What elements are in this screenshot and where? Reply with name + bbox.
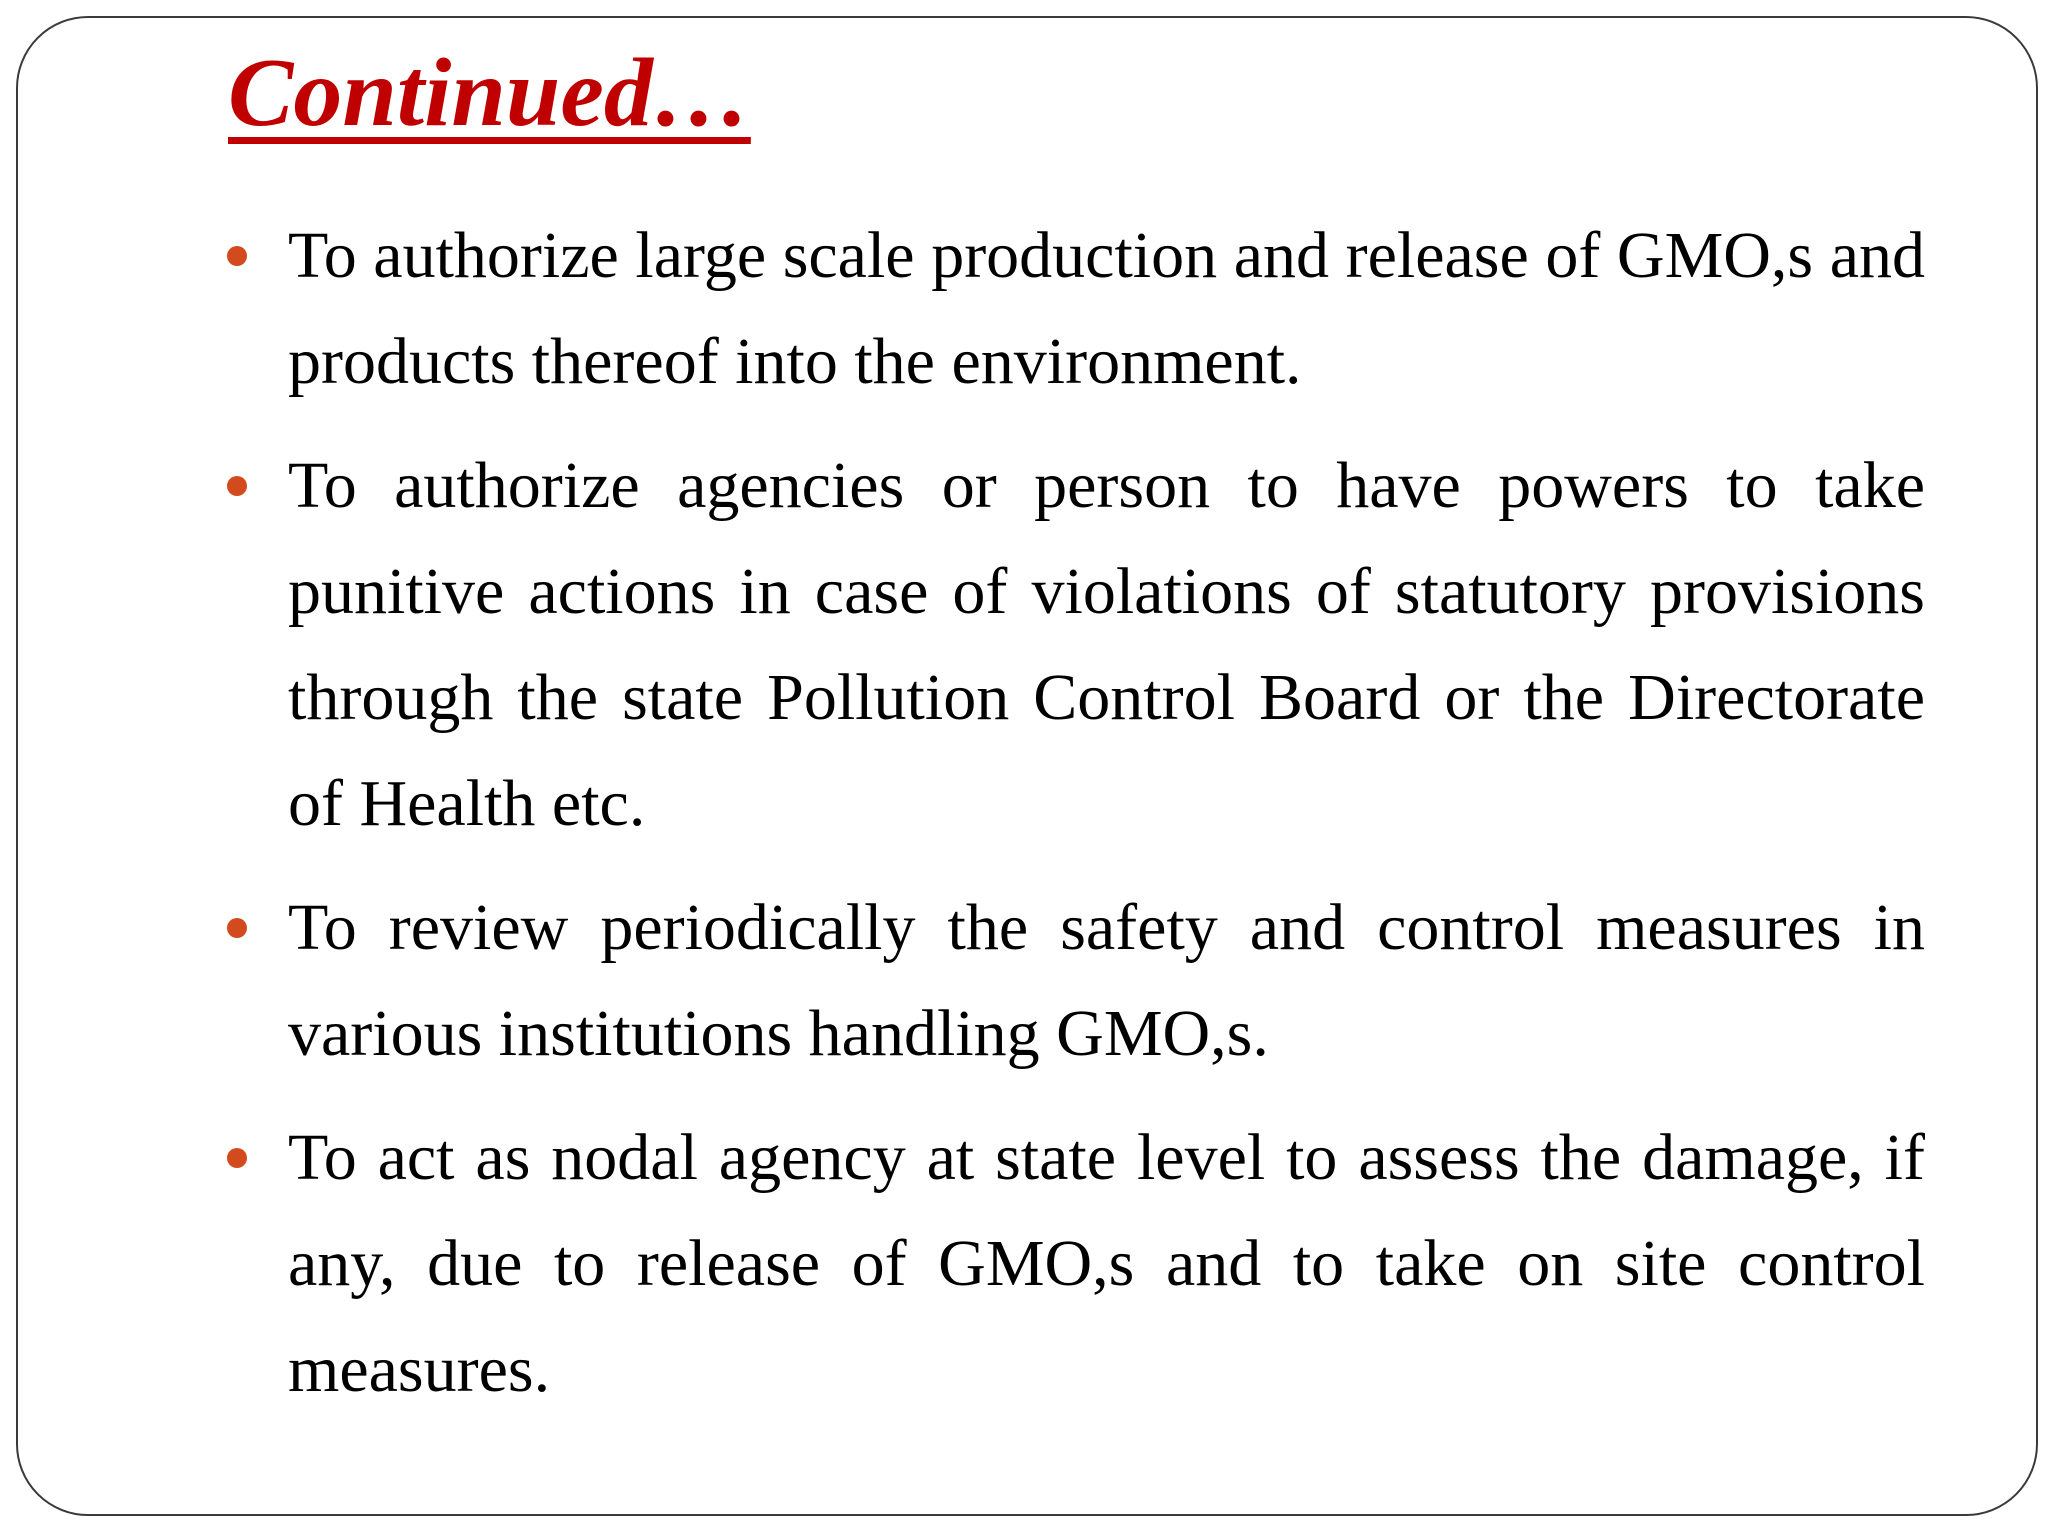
bullet-dot-icon <box>227 918 247 938</box>
bullet-item <box>288 1105 1925 1423</box>
bullet-text: To act as nodal agency at state level to assess the damage, if any, due to release of GMO,s and to take on site control measures. <box>288 1121 1925 1406</box>
bullet-item <box>288 875 1925 1087</box>
bullet-list <box>288 203 1925 1441</box>
slide-title: Continued… <box>228 39 751 147</box>
bullet-text: To review periodically the safety and control measures in various institutions handling GMO,s. <box>288 891 1925 1070</box>
bullet-text: To authorize agencies or person to have powers to take punitive actions in case of violations of statutory provisions through the state Pollution Control Board or the Directorate of Health etc. <box>288 449 1925 840</box>
bullet-dot-icon <box>227 1148 247 1168</box>
bullet-item <box>288 433 1925 857</box>
bullet-item <box>288 203 1925 415</box>
bullet-dot-icon <box>227 476 247 496</box>
bullet-text: To authorize large scale production and release of GMO,s and products thereof into the environment. <box>288 219 1925 398</box>
bullet-dot-icon <box>227 246 247 266</box>
